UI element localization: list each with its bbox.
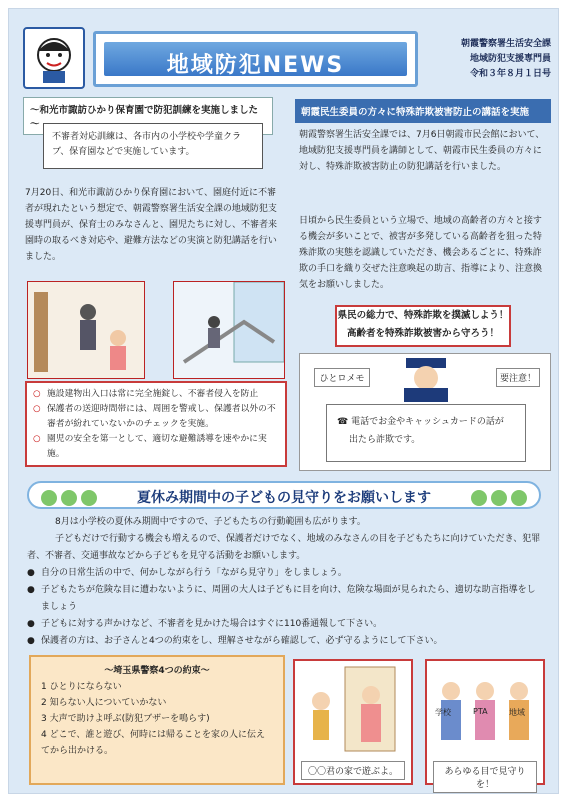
left-bullet-list bbox=[25, 381, 287, 467]
list-item: ○ 施設建物出入口は常に完全施錠し、不審者侵入を防止 bbox=[33, 387, 279, 402]
promise-item: 2 知らない人についていかない bbox=[41, 698, 167, 708]
pta-badge: PTA bbox=[473, 707, 488, 716]
promise-item: 3 大声で助けよ呼ぶ(防犯ブザーを鳴らす) bbox=[41, 714, 210, 724]
slogan-box bbox=[335, 305, 511, 347]
summer-bullet: ● 自分の日常生活の中で、何かしながら行う「ながら見守り」をしましょう。 bbox=[27, 565, 541, 582]
promise-box bbox=[29, 655, 285, 785]
promise-item: 1 ひとりにならない bbox=[41, 682, 122, 692]
list-item: ○ 園児の安全を第一として、適切な避難誘導を速やかに実施。 bbox=[33, 432, 279, 462]
right-body-1: 朝霞警察署生活安全課では、7月6日朝霞市民会館において、地域防犯支援専門員を講師として、朝霞市民生委員の方々に対し、特殊詐欺被害防止の防犯講話を行いました。 bbox=[299, 130, 545, 172]
publisher-line: 朝霞警察署生活安全課 bbox=[460, 39, 551, 49]
summer-title: 夏休み期間中の子どもの見守りをお願いします bbox=[137, 490, 431, 506]
training-illustration-right bbox=[173, 281, 285, 379]
page-title: 地域防犯NEWS bbox=[166, 53, 345, 78]
newsletter-page bbox=[8, 8, 559, 794]
title-box bbox=[93, 31, 418, 87]
phone-warning-line: 出たら詐欺です。 bbox=[349, 435, 421, 445]
publisher-info bbox=[427, 37, 551, 87]
summer-paragraph: 子どもだけで行動する機会も増えるので、保護者だけでなく、地域のみなさんの目を子どもたちに向けていただき、犯罪者、不審者、交通事故などから子どもを見守る活動をお願いします。 bbox=[27, 534, 541, 561]
slogan-line: 高齢者を特殊詐欺被害から守ろう！ bbox=[346, 328, 499, 339]
phone-warning-box bbox=[326, 404, 526, 462]
school-badge: 学校 bbox=[435, 708, 451, 717]
summer-bullet: ● 保護者の方は、お子さんと4つの約束をし、理解させながら確認して、必ず守るようにして下さい。 bbox=[27, 633, 541, 650]
phone-warning-line: 電話でお金やキャッシュカードの話が bbox=[351, 417, 504, 427]
right-body-2: 日頃から民生委員という立場で、地域の高齢者の方々と接する機会が多いことで、被害が多発している高齢者を狙った特殊詐欺の実態を認識していただき、機会あるごとに、特殊詐欺の手口を織り交ぜた注意喚起の助言、指導により、注意換気をお願いしました。 bbox=[299, 216, 543, 290]
slogan-line: 県民の総力で、特殊詐欺を撲滅しよう！ bbox=[337, 310, 509, 321]
community-badge: 地域 bbox=[509, 708, 525, 717]
issue-date: 令和３年８月１日号 bbox=[469, 69, 551, 79]
training-illustration-left bbox=[27, 281, 145, 379]
left-intro-box: 不審者対応訓練は、各市内の小学校や学童クラブ、保育園などで実施しています。 bbox=[43, 123, 263, 169]
child-at-door-icon bbox=[295, 661, 411, 757]
summer-body bbox=[27, 514, 541, 654]
police-officer-icon bbox=[386, 356, 466, 402]
summer-bullet: ● 子どもたちが危険な目に遭わないように、周囲の大人は子どもに目を向け、危険な場面が見られたら、適切な助言指導をしましょう bbox=[27, 582, 541, 616]
door-illustration-panel bbox=[293, 659, 413, 785]
summer-banner bbox=[27, 481, 541, 509]
phone-warning-panel bbox=[299, 353, 551, 471]
watch-illustration-panel bbox=[425, 659, 545, 790]
watch-caption: あらゆる目で見守りを！ bbox=[433, 761, 537, 793]
publisher-line: 地域防犯支援専門員 bbox=[469, 54, 551, 64]
summer-paragraph: 8月は小学校の夏休み期間中ですので、子どもたちの行動範囲も広がります。 bbox=[55, 517, 366, 527]
list-item: ○ 保護者の送迎時間帯には、周囲を警戒し、保護者以外の不審者が紛れていないかのチェックを実施。 bbox=[33, 402, 279, 432]
right-banner: 朝霞民生委員の方々に特殊詐欺被害防止の講話を実施 bbox=[295, 99, 551, 123]
mascot-icon bbox=[23, 27, 85, 89]
title-background bbox=[104, 42, 407, 76]
door-caption: 〇〇君の家で遊ぶよ。 bbox=[301, 761, 405, 780]
caution-label: 要注意！ bbox=[496, 368, 540, 387]
phone-icon: ☎ bbox=[337, 417, 349, 427]
promise-item: 4 どこで、誰と遊び、何時には帰ることを家の人に伝えてから出かける。 bbox=[41, 730, 266, 756]
memo-label: ひとロメモ bbox=[314, 368, 370, 387]
left-body-text: 7月20日、和光市諏訪ひかり保育園において、園庭付近に不審者が現れたという想定で、朝霞警察署生活安全課の地域防犯支援専門員が、保育士のみなさんと、園児たちに対し、不審者来園時の取るべき対応や、避難方法などの実演と防犯講話を行いました。 bbox=[25, 188, 278, 262]
summer-bullet: ● 子どもに対する声かけなど、不審者を見かけた場合はすぐに110番通報して下さい。 bbox=[27, 616, 541, 633]
promise-title: ～埼玉県警察4つの約束～ bbox=[104, 666, 210, 676]
flower-icon bbox=[469, 487, 529, 506]
left-banner: ～和光市諏訪ひかり保育園で防犯訓練を実施しました～ bbox=[23, 97, 273, 135]
